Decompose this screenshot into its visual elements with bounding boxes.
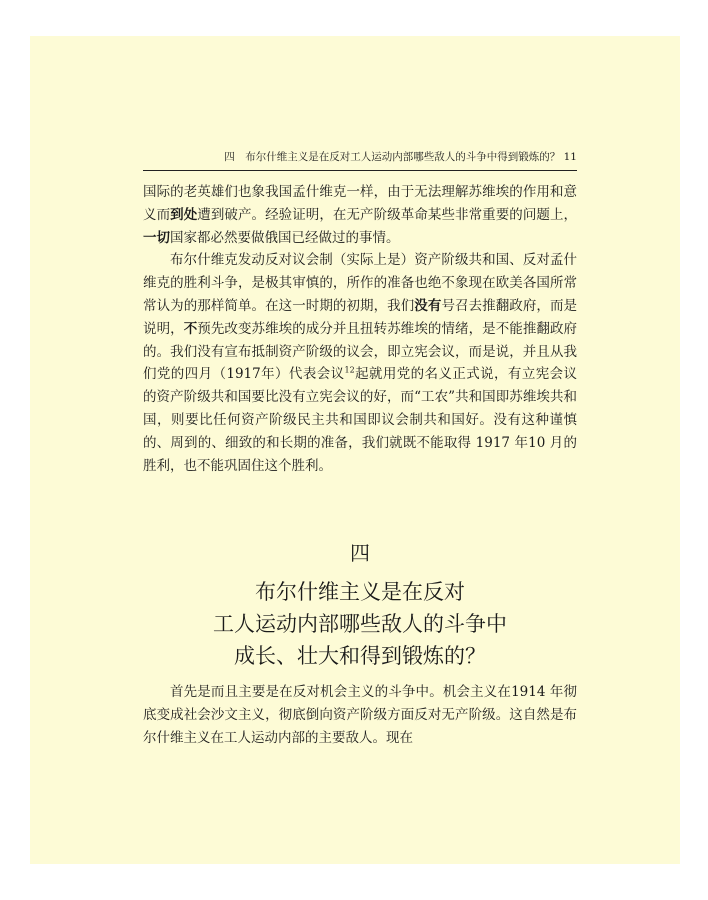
page-number: 11 bbox=[563, 151, 577, 163]
text-line: 常重要的问题上， bbox=[468, 206, 578, 223]
emphasis-text: 一切 bbox=[143, 229, 170, 246]
emphasis-text: 有 bbox=[427, 297, 442, 314]
text-line: 起就用党的名义正式说，有立宪会议的资产阶级共 bbox=[143, 366, 578, 406]
emphasis-text: 到处 bbox=[170, 206, 198, 223]
body-text-top bbox=[143, 181, 577, 477]
text-line: 在欧美各国所常常认为的那样简单。在这一时期的初期，我们 bbox=[143, 275, 578, 314]
text-line: 作用和意义而 bbox=[143, 184, 578, 223]
text-line: 首先是而且主要是在反对机会主义的斗争中。机会主义在 bbox=[170, 684, 512, 700]
section-title bbox=[143, 576, 577, 672]
text-line: 阶级。这自然是布尔什维主义在工人运动内部的主要敌人。现在 bbox=[143, 706, 578, 746]
section-title-line: 工人运动内部哪些敌人的斗争中 bbox=[213, 612, 507, 636]
text-line: 年）代表会议 bbox=[260, 366, 345, 383]
text-line: 布尔什维克发动反对议会制（实际上是）资产阶级共和国、反 bbox=[170, 252, 537, 269]
section-title-line: 布尔什维主义是在反对 bbox=[255, 580, 465, 604]
text-line: 预先改变苏维埃的成分并且扭 bbox=[197, 320, 374, 337]
text-line: 和国要比没有立宪会议的好，而“工农”共和国即苏维埃共和国， bbox=[143, 389, 578, 428]
text-line: 对孟什维克的胜利斗争，是极其审慎的，所作的准备也绝不象现 bbox=[143, 252, 578, 292]
paragraph-continued bbox=[143, 181, 577, 249]
body-text-bottom bbox=[143, 681, 577, 749]
section-title-line: 成长、壮大和得到锻炼的？ bbox=[234, 644, 486, 668]
text-line: 遭到破产。经验证明，在无产阶级革命某些非 bbox=[197, 206, 469, 223]
text-line: 国际的老英雄们也象我国孟什维克一样，由于无法理解苏维埃的 bbox=[143, 184, 523, 200]
text-line: 号召去推翻政府，而是说明， bbox=[143, 297, 578, 337]
running-header bbox=[143, 150, 577, 164]
text-line: 转苏维埃的情绪，是不能推翻政府的。我们没有宣布抵制资产阶 bbox=[143, 320, 578, 360]
text-line: 10 月的胜利，也不能巩固住这个胜利。 bbox=[143, 434, 577, 474]
text-line: 1914 年彻底变成社会沙文主义，彻底倒向资产阶级方面反对无产 bbox=[143, 684, 577, 723]
emphasis-text: 没 bbox=[414, 297, 428, 314]
paragraph bbox=[143, 681, 577, 749]
emphasis-text: 不 bbox=[183, 320, 198, 337]
text-line: 则要比任何资产阶级民主共和国即议会制共和国好。没有这种谨 bbox=[171, 411, 564, 428]
text-line: 级的议会，即立宪会议，而是说，并且从我们党的四月（1917 bbox=[143, 343, 578, 383]
header-rule bbox=[143, 170, 577, 171]
text-line: 国家都必然要做俄国已经做过的事情。 bbox=[170, 229, 400, 246]
section-number: 四 bbox=[350, 541, 370, 565]
running-title: 四 布尔什维主义是在反对工人运动内部哪些敌人的斗争中得到锻炼的？ bbox=[224, 151, 561, 163]
footnote-ref: 12 bbox=[344, 365, 355, 375]
text-line: 慎的、周到的、细致的和长期的准备，我们就既不能取得 1917 年 bbox=[143, 411, 578, 451]
paragraph bbox=[143, 249, 577, 477]
